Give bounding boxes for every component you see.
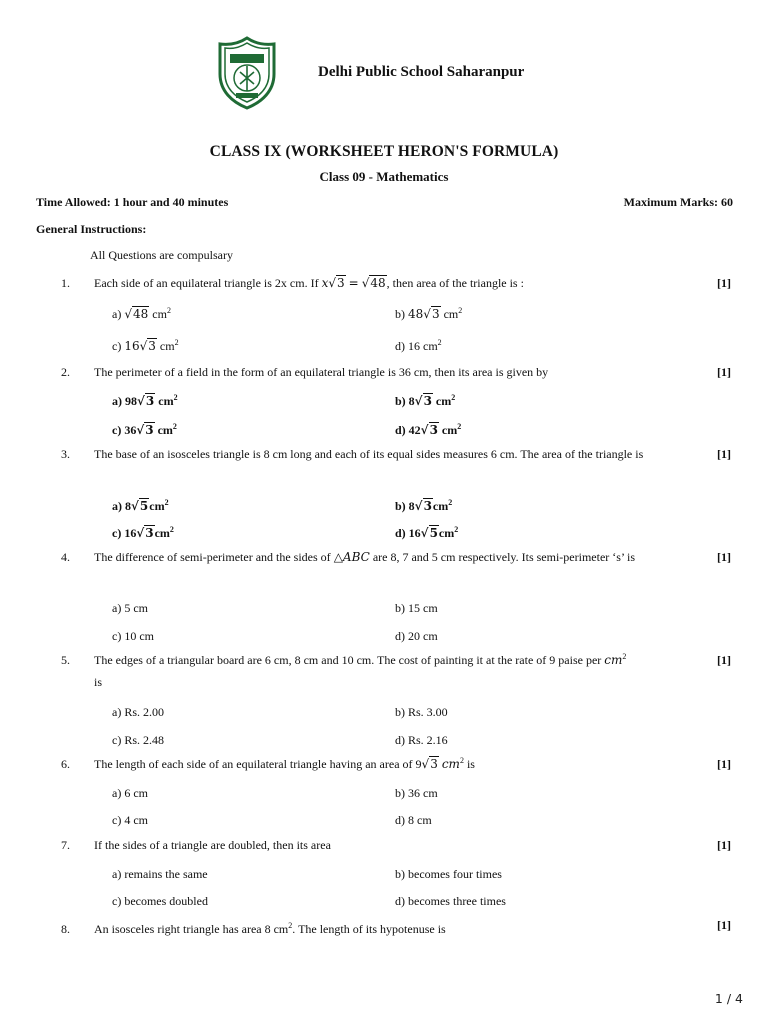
option-a[interactable]: a) remains the same [112, 867, 208, 881]
question-marks: [1] [717, 918, 731, 932]
option-d[interactable]: d) 16 $cm^2$ [395, 338, 442, 353]
option-b[interactable]: b) 36 cm [395, 786, 438, 800]
option-c[interactable]: c) 16√3 $cm^2$ [112, 338, 179, 353]
option-c[interactable]: c) $16√3cm^2$ [112, 525, 174, 540]
option-a[interactable]: a) √48 $cm^2$ [112, 306, 171, 321]
question-text: Each side of an equilateral triangle is 2x cm. If x√3 = √48, then area of the triangle is : [94, 276, 524, 290]
option-d[interactable]: d) 42√3 $cm^2$ [395, 422, 462, 437]
question-text: If the sides of a triangle are doubled, then its area [94, 838, 331, 852]
question-marks: [1] [717, 365, 731, 379]
school-crest-icon [216, 36, 278, 110]
option-c[interactable]: c) 10 cm [112, 629, 154, 643]
question-number: 2. [61, 365, 70, 379]
option-b[interactable]: b) 48√3 $cm^2$ [395, 306, 463, 321]
option-d[interactable]: d) 20 cm [395, 629, 438, 643]
option-c[interactable]: c) 36√3 $cm^2$ [112, 422, 177, 437]
option-d[interactable]: d) becomes three times [395, 894, 506, 908]
option-b[interactable]: b) $8√3cm^2$ [395, 498, 453, 513]
instructions-heading: General Instructions: [36, 222, 147, 236]
option-a[interactable]: a) Rs. 2.00 [112, 705, 164, 719]
option-c[interactable]: c) Rs. 2.48 [112, 733, 164, 747]
option-d[interactable]: d) 8 cm [395, 813, 432, 827]
question-text: An isosceles right triangle has area 8 $cm^2$. The length of its hypotenuse is [94, 921, 446, 936]
question-marks: [1] [717, 757, 731, 771]
question-text: The base of an isosceles triangle is 8 cm long and each of its equal sides measures 6 cm. The area of the triangle is [94, 447, 644, 461]
question-number: 8. [61, 922, 70, 936]
option-c[interactable]: c) 4 cm [112, 813, 148, 827]
question-number: 6. [61, 757, 70, 771]
question-marks: [1] [717, 550, 731, 564]
worksheet-title: CLASS IX (WORKSHEET HERON'S FORMULA) [209, 143, 559, 160]
option-a[interactable]: a) $8√5cm^2$ [112, 498, 169, 513]
maximum-marks: Maximum Marks: 60 [623, 195, 733, 209]
page-indicator: 1 / 4 [714, 991, 743, 1006]
option-b[interactable]: b) 8√3 $cm^2$ [395, 393, 456, 408]
option-d[interactable]: d) Rs. 2.16 [395, 733, 448, 747]
school-name: Delhi Public School Saharanpur [318, 64, 525, 80]
question-number: 4. [61, 550, 70, 564]
option-a[interactable]: a) 98√3 $cm^2$ [112, 393, 178, 408]
option-a[interactable]: a) 5 cm [112, 601, 148, 615]
option-a[interactable]: a) 6 cm [112, 786, 148, 800]
question-text: The length of each side of an equilateral triangle having an area of 9√3 $cm^2$ is [94, 756, 475, 771]
question-marks: [1] [717, 653, 731, 667]
question-number: 1. [61, 276, 70, 290]
time-allowed: Time Allowed: 1 hour and 40 minutes [36, 195, 229, 209]
question-number: 3. [61, 447, 70, 461]
question-marks: [1] [717, 447, 731, 461]
instruction-item: All Questions are compulsary [90, 248, 233, 262]
question-text: The perimeter of a field in the form of an equilateral triangle is 36 cm, then its area is given by [94, 365, 549, 379]
question-number: 7. [61, 838, 70, 852]
option-c[interactable]: c) becomes doubled [112, 894, 208, 908]
question-marks: [1] [717, 838, 731, 852]
question-text: The difference of semi-perimeter and the sides of △ABC are 8, 7 and 5 cm respectively. Its semi-perimeter ‘s’ is [94, 550, 636, 564]
question-text: The edges of a triangular board are 6 cm, 8 cm and 10 cm. The cost of painting it at the rate of 9 paise per $cm^2$ is [94, 652, 627, 689]
question-number: 5. [61, 653, 70, 667]
question-marks: [1] [717, 276, 731, 290]
option-b[interactable]: b) 15 cm [395, 601, 438, 615]
option-b[interactable]: b) becomes four times [395, 867, 502, 881]
option-d[interactable]: d) $16√5cm^2$ [395, 525, 459, 540]
worksheet-subtitle: Class 09 - Mathematics [319, 169, 449, 184]
option-b[interactable]: b) Rs. 3.00 [395, 705, 448, 719]
